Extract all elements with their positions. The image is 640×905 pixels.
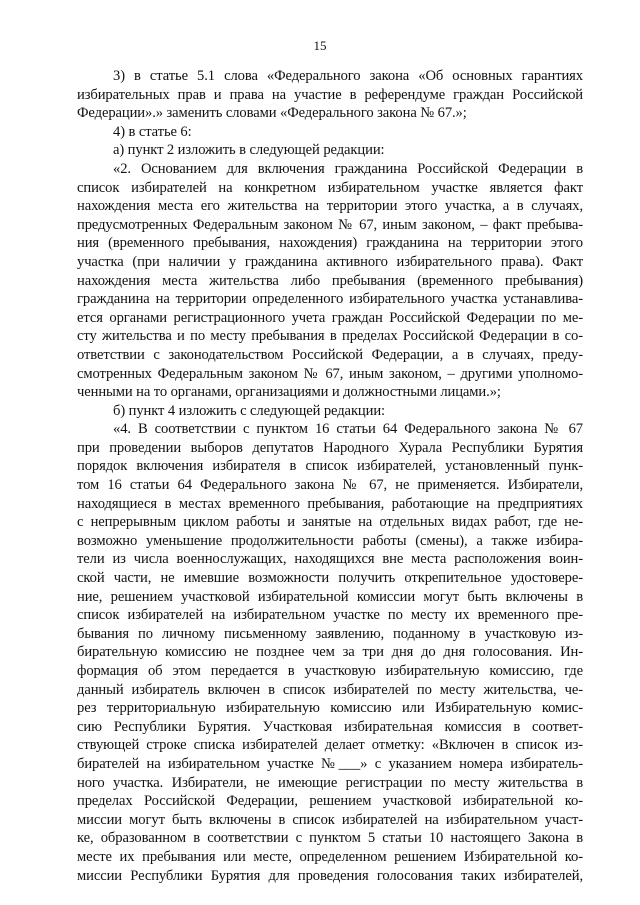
text-line: «4. В соответствии с пунктом 16 статьи 64 Федерального закона № 67 [113, 421, 583, 438]
text-line: при проведении выборов депутатов Народного Хурала Республики Бурятия [77, 439, 583, 456]
text-line: ченными на то органами, организациями и должностными лицами.»; [77, 384, 501, 401]
text-line: смотренных Федеральным законом № 67, иным законом, – другими уполномо- [77, 365, 583, 382]
text-line: ствующей строке списка избирателей делает отметку: «Включен в список из- [77, 737, 583, 754]
text-line: с непрерывным циклом работы и занятые на отдельных видах работ, где не- [77, 514, 583, 531]
document-body [77, 67, 583, 885]
text-line: нахождения места жительства либо пребывания (временного пребывания) [77, 272, 583, 289]
text-line: избирательных прав и права на участие в референдуме граждан Российской [77, 86, 583, 103]
text-line: ется органами регистрационного учета граждан Российской Федерации по ме- [77, 309, 583, 326]
text-line: нахождения места его жительства на территории этого участка, а в случаях, [77, 198, 583, 215]
text-line: данный избиратель включен в список избирателей по месту жительства, че- [77, 681, 583, 698]
text-line: месте их пребывания или месте, определенном решением Избирательной ко- [77, 848, 583, 865]
text-line: находящиеся в местах временного пребывания, работающие на предприятиях [77, 495, 583, 512]
text-line: предусмотренных Федеральным законом № 67, иным законом, – факт пребыва- [77, 216, 583, 233]
text-line: порядок включения избирателя в список избирателей, установленный пунк- [77, 458, 583, 475]
text-line: б) пункт 4 изложить с следующей редакции: [113, 402, 386, 419]
text-line: 3) в статье 5.1 слова «Федерального закона «Об основных гарантиях [113, 68, 583, 84]
text-line: сию Республики Бурятия. Участковая избирательная комиссия в соответ- [77, 718, 583, 735]
text-line: рез территориальную избирательную комиссию или Избирательную комис- [77, 700, 583, 717]
text-line: тели из числа военнослужащих, находящихся вне места расположения воин- [77, 551, 583, 568]
page-number: 15 [313, 38, 327, 53]
text-line: а) пункт 2 изложить в следующей редакции: [113, 142, 385, 159]
text-line: миссии могут быть включены в список избирателей на избирательном участ- [77, 811, 583, 828]
text-line: ного участка. Избиратели, не имеющие регистрации по месту жительства в [77, 774, 583, 791]
text-line: список избирателей на конкретном избирательном участке является факт [77, 179, 583, 196]
text-line: 4) в статье 6: [113, 123, 192, 140]
text-line: ответствии с законодательством Российской Федерации, а в случаях, преду- [77, 346, 583, 363]
text-line: пределах Российской Федерации, решением участковой избирательной ко- [77, 793, 583, 810]
text-line: бывания по личному письменному заявлению, поданному в участковую из- [77, 625, 583, 642]
text-line: ской части, не имевшие возможности получить открепительное удостовере- [77, 570, 583, 587]
text-line: «2. Основанием для включения гражданина Российской Федерации в [113, 160, 583, 177]
text-line: список избирателей на избирательном участке по месту их временного пре- [77, 607, 583, 624]
text-line: формация об этом передается в участковую избирательную комиссию, где [77, 663, 583, 679]
text-line: участка (при наличии у гражданина активного избирательного права). Факт [77, 253, 583, 270]
text-line: ке, образованном в соответствии с пунктом 5 статьи 10 настоящего Закона в [77, 830, 583, 847]
text-line: гражданина на территории определенного избирательного участка устанавлива- [77, 291, 583, 308]
text-line: Федерации».» заменить словами «Федерального закона № 67.»; [77, 105, 467, 122]
text-line: бирателей на избирательном участке №___» с указанием номера избиратель- [77, 755, 583, 772]
text-line: ние, решением участковой избирательной комиссии могут быть включены в [77, 588, 583, 605]
text-line: миссии Республики Бурятия для проведения голосования таких избирателей, [77, 867, 583, 884]
text-line: возможно уменьшение продолжительности работы (смены), а также избира- [77, 532, 583, 549]
text-line: том 16 статьи 64 Федерального закона № 67, не применяется. Избиратели, [77, 477, 583, 494]
text-line: бирательную комиссию не позднее чем за три дня до дня голосования. Ин- [77, 644, 583, 661]
text-line: сту жительства и по месту пребывания в пределах Российской Федерации в со- [77, 328, 583, 345]
text-line: ния (временного пребывания, нахождения) гражданина на территории этого [77, 235, 583, 252]
